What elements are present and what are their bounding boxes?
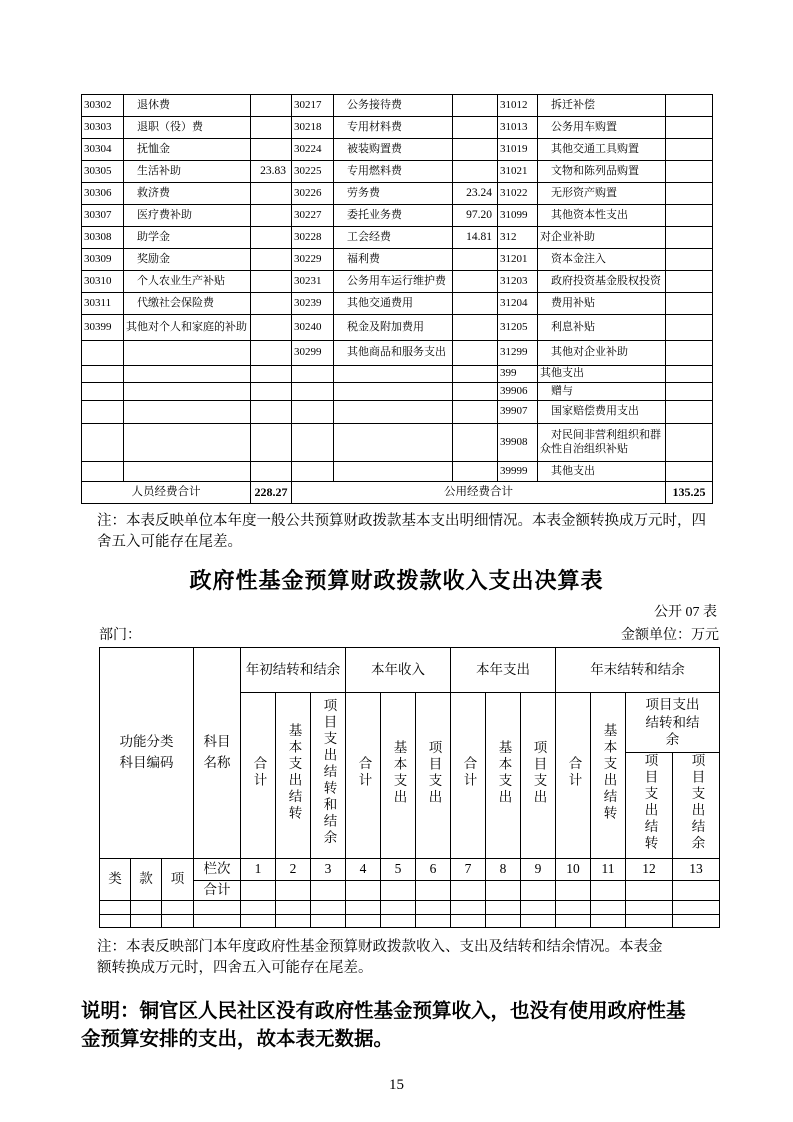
name-cell: 救济费 bbox=[124, 183, 251, 205]
column-number-cell: 10 bbox=[556, 858, 591, 880]
code-cell: 39908 bbox=[498, 424, 538, 462]
name-cell: 委托业务费 bbox=[334, 205, 453, 227]
empty-cell bbox=[241, 914, 276, 927]
amount-cell bbox=[666, 401, 713, 424]
header-group-year-begin: 年初结转和结余 bbox=[241, 648, 346, 693]
code-cell bbox=[82, 366, 124, 383]
code-cell: 31201 bbox=[498, 249, 538, 271]
code-cell: 39907 bbox=[498, 401, 538, 424]
code-cell: 30228 bbox=[292, 227, 334, 249]
name-cell: 个人农业生产补贴 bbox=[124, 271, 251, 293]
table-row bbox=[82, 315, 713, 341]
column-number-cell: 3 bbox=[311, 858, 346, 880]
code-cell bbox=[82, 383, 124, 401]
name-cell bbox=[334, 401, 453, 424]
name-cell bbox=[124, 424, 251, 462]
data-cell bbox=[346, 880, 381, 900]
amount-cell bbox=[453, 293, 498, 315]
amount-cell bbox=[453, 383, 498, 401]
table-row bbox=[82, 383, 713, 401]
name-cell: 无形资产购置 bbox=[538, 183, 666, 205]
empty-cell bbox=[162, 914, 194, 927]
table1-footer-row bbox=[82, 482, 713, 504]
code-cell: 30303 bbox=[82, 117, 124, 139]
table-row bbox=[82, 227, 713, 249]
name-cell bbox=[124, 383, 251, 401]
amount-cell: 97.20 bbox=[453, 205, 498, 227]
name-cell: 对民间非营利组织和群众性自治组织补贴 bbox=[538, 424, 666, 462]
header-begin-total: 合计 bbox=[241, 693, 276, 859]
code-cell: 30311 bbox=[82, 293, 124, 315]
gov-fund-budget-table bbox=[99, 647, 720, 928]
header-end-total: 合计 bbox=[556, 693, 591, 859]
table-row bbox=[82, 401, 713, 424]
unit-label: 金额单位：万元 bbox=[621, 628, 719, 644]
column-number-cell: 7 bbox=[451, 858, 486, 880]
name-cell: 其他支出 bbox=[538, 366, 666, 383]
empty-cell bbox=[346, 914, 381, 927]
code-cell: 31022 bbox=[498, 183, 538, 205]
amount-cell bbox=[251, 183, 292, 205]
empty-cell bbox=[591, 900, 626, 914]
name-cell bbox=[334, 424, 453, 462]
empty-cell bbox=[626, 914, 673, 927]
amount-cell bbox=[666, 205, 713, 227]
amount-cell bbox=[453, 139, 498, 161]
code-cell: 31203 bbox=[498, 271, 538, 293]
empty-cell bbox=[241, 900, 276, 914]
code-cell: 30308 bbox=[82, 227, 124, 249]
empty-cell bbox=[556, 914, 591, 927]
code-cell: 30305 bbox=[82, 161, 124, 183]
empty-cell bbox=[521, 900, 556, 914]
amount-cell bbox=[666, 95, 713, 117]
code-cell bbox=[292, 424, 334, 462]
amount-cell bbox=[453, 462, 498, 482]
code-cell: 31013 bbox=[498, 117, 538, 139]
code-cell: 312 bbox=[498, 227, 538, 249]
amount-cell bbox=[666, 293, 713, 315]
empty-cell bbox=[626, 900, 673, 914]
code-cell bbox=[82, 462, 124, 482]
table-row bbox=[82, 117, 713, 139]
amount-cell bbox=[666, 315, 713, 341]
clause-cell: 款 bbox=[131, 858, 162, 900]
amount-cell bbox=[251, 271, 292, 293]
header-income-project: 项目支出 bbox=[416, 693, 451, 859]
name-cell bbox=[124, 366, 251, 383]
name-cell: 其他对个人和家庭的补助 bbox=[124, 315, 251, 341]
name-cell: 工会经费 bbox=[334, 227, 453, 249]
empty-cell bbox=[311, 900, 346, 914]
name-cell bbox=[334, 462, 453, 482]
amount-cell bbox=[666, 341, 713, 366]
amount-cell bbox=[251, 315, 292, 341]
amount-cell bbox=[666, 183, 713, 205]
amount-cell bbox=[453, 401, 498, 424]
code-cell: 31012 bbox=[498, 95, 538, 117]
amount-cell bbox=[453, 424, 498, 462]
column-number-cell: 1 bbox=[241, 858, 276, 880]
name-cell: 福利费 bbox=[334, 249, 453, 271]
data-cell bbox=[486, 880, 521, 900]
name-cell: 退休费 bbox=[124, 95, 251, 117]
column-number-cell: 4 bbox=[346, 858, 381, 880]
code-cell bbox=[292, 366, 334, 383]
table-row bbox=[82, 462, 713, 482]
empty-cell bbox=[100, 914, 131, 927]
name-cell: 助学金 bbox=[124, 227, 251, 249]
amount-cell bbox=[251, 205, 292, 227]
code-cell: 30239 bbox=[292, 293, 334, 315]
empty-cell bbox=[416, 914, 451, 927]
name-cell: 医疗费补助 bbox=[124, 205, 251, 227]
header-expense-basic: 基本支出 bbox=[486, 693, 521, 859]
amount-cell: 23.83 bbox=[251, 161, 292, 183]
name-cell: 国家赔偿费用支出 bbox=[538, 401, 666, 424]
column-number-cell: 8 bbox=[486, 858, 521, 880]
column-number-cell: 13 bbox=[673, 858, 720, 880]
name-cell: 政府投资基金股权投资 bbox=[538, 271, 666, 293]
table-row bbox=[82, 366, 713, 383]
table2-meta-row bbox=[99, 624, 719, 644]
name-cell: 赠与 bbox=[538, 383, 666, 401]
name-cell: 奖励金 bbox=[124, 249, 251, 271]
amount-cell bbox=[666, 227, 713, 249]
public-total-label: 公用经费合计 bbox=[292, 482, 666, 504]
data-cell bbox=[556, 880, 591, 900]
amount-cell: 14.81 bbox=[453, 227, 498, 249]
amount-cell bbox=[453, 271, 498, 293]
code-cell: 399 bbox=[498, 366, 538, 383]
amount-cell bbox=[666, 383, 713, 401]
code-cell: 31204 bbox=[498, 293, 538, 315]
amount-cell bbox=[251, 366, 292, 383]
amount-cell bbox=[666, 139, 713, 161]
amount-cell bbox=[251, 462, 292, 482]
table-row bbox=[82, 271, 713, 293]
name-cell bbox=[124, 341, 251, 366]
header-function-code: 功能分类科目编码 bbox=[100, 648, 194, 859]
code-cell: 31019 bbox=[498, 139, 538, 161]
name-cell: 文物和陈列品购置 bbox=[538, 161, 666, 183]
table2-title: 政府性基金预算财政拨款收入支出决算表 bbox=[189, 568, 604, 594]
amount-cell bbox=[453, 315, 498, 341]
data-cell bbox=[311, 880, 346, 900]
data-cell bbox=[381, 880, 416, 900]
empty-cell bbox=[416, 900, 451, 914]
code-cell: 31099 bbox=[498, 205, 538, 227]
name-cell: 税金及附加费用 bbox=[334, 315, 453, 341]
table-row bbox=[82, 183, 713, 205]
data-cell bbox=[626, 880, 673, 900]
amount-cell: 23.24 bbox=[453, 183, 498, 205]
data-cell bbox=[276, 880, 311, 900]
table-row bbox=[82, 341, 713, 366]
data-cell bbox=[673, 880, 720, 900]
amount-cell bbox=[251, 424, 292, 462]
empty-cell bbox=[131, 914, 162, 927]
header-begin-basic-carryover: 基本支出结转 bbox=[276, 693, 311, 859]
column-number-cell: 6 bbox=[416, 858, 451, 880]
column-number-cell: 5 bbox=[381, 858, 416, 880]
code-cell: 30306 bbox=[82, 183, 124, 205]
name-cell: 利息补贴 bbox=[538, 315, 666, 341]
data-cell bbox=[416, 880, 451, 900]
name-cell: 代缴社会保险费 bbox=[124, 293, 251, 315]
empty-cell bbox=[381, 900, 416, 914]
code-cell: 30224 bbox=[292, 139, 334, 161]
amount-cell bbox=[251, 341, 292, 366]
code-cell: 30399 bbox=[82, 315, 124, 341]
header-end-project-carryover: 项目支出结转 bbox=[626, 753, 673, 859]
personnel-total-label: 人员经费合计 bbox=[82, 482, 251, 504]
code-cell bbox=[292, 401, 334, 424]
header-group-income: 本年收入 bbox=[346, 648, 451, 693]
name-cell: 抚恤金 bbox=[124, 139, 251, 161]
amount-cell bbox=[453, 95, 498, 117]
column-number-cell: 9 bbox=[521, 858, 556, 880]
personnel-total-value: 228.27 bbox=[251, 482, 292, 504]
name-cell bbox=[334, 383, 453, 401]
code-cell: 30307 bbox=[82, 205, 124, 227]
empty-cell bbox=[673, 900, 720, 914]
basic-expenditure-detail-table bbox=[81, 94, 713, 504]
code-cell bbox=[292, 462, 334, 482]
header-end-basic-carryover: 基本支出结转 bbox=[591, 693, 626, 859]
empty-cell bbox=[276, 914, 311, 927]
name-cell: 公务用车购置 bbox=[538, 117, 666, 139]
code-cell: 30227 bbox=[292, 205, 334, 227]
header-expense-project: 项目支出 bbox=[521, 693, 556, 859]
header-subject-name: 科目名称 bbox=[194, 648, 241, 859]
amount-cell bbox=[666, 424, 713, 462]
table-row bbox=[82, 139, 713, 161]
data-cell bbox=[521, 880, 556, 900]
code-cell: 39906 bbox=[498, 383, 538, 401]
table2-header-row-groups bbox=[100, 648, 720, 693]
code-cell: 30231 bbox=[292, 271, 334, 293]
table-number-label: 公开 07 表 bbox=[654, 605, 717, 621]
name-cell: 劳务费 bbox=[334, 183, 453, 205]
amount-cell bbox=[251, 401, 292, 424]
empty-cell bbox=[673, 914, 720, 927]
header-income-basic: 基本支出 bbox=[381, 693, 416, 859]
amount-cell bbox=[251, 293, 292, 315]
code-cell: 30302 bbox=[82, 95, 124, 117]
table-row bbox=[82, 249, 713, 271]
empty-cell bbox=[451, 900, 486, 914]
header-income-total: 合计 bbox=[346, 693, 381, 859]
department-label: 部门： bbox=[99, 628, 141, 644]
name-cell bbox=[334, 366, 453, 383]
empty-row bbox=[100, 914, 720, 927]
total-row-label: 合计 bbox=[194, 880, 241, 900]
empty-cell bbox=[276, 900, 311, 914]
amount-cell bbox=[251, 117, 292, 139]
amount-cell bbox=[666, 117, 713, 139]
table-row bbox=[82, 161, 713, 183]
amount-cell bbox=[666, 366, 713, 383]
name-cell: 退职（役）费 bbox=[124, 117, 251, 139]
name-cell: 被装购置费 bbox=[334, 139, 453, 161]
code-cell bbox=[82, 424, 124, 462]
name-cell: 其他交通工具购置 bbox=[538, 139, 666, 161]
amount-cell bbox=[666, 249, 713, 271]
empty-cell bbox=[556, 900, 591, 914]
name-cell: 对企业补助 bbox=[538, 227, 666, 249]
code-cell: 30299 bbox=[292, 341, 334, 366]
code-cell: 30310 bbox=[82, 271, 124, 293]
empty-cell bbox=[521, 914, 556, 927]
amount-cell bbox=[251, 139, 292, 161]
code-cell: 30226 bbox=[292, 183, 334, 205]
name-cell: 其他交通费用 bbox=[334, 293, 453, 315]
empty-cell bbox=[486, 900, 521, 914]
amount-cell bbox=[666, 462, 713, 482]
code-cell: 31205 bbox=[498, 315, 538, 341]
name-cell bbox=[124, 462, 251, 482]
code-cell: 31299 bbox=[498, 341, 538, 366]
amount-cell bbox=[453, 117, 498, 139]
name-cell: 生活补助 bbox=[124, 161, 251, 183]
empty-cell bbox=[100, 900, 131, 914]
data-cell bbox=[241, 880, 276, 900]
code-cell: 30229 bbox=[292, 249, 334, 271]
code-cell: 30304 bbox=[82, 139, 124, 161]
code-cell: 30309 bbox=[82, 249, 124, 271]
amount-cell bbox=[453, 249, 498, 271]
code-cell: 30225 bbox=[292, 161, 334, 183]
table-row bbox=[82, 205, 713, 227]
empty-cell bbox=[131, 900, 162, 914]
name-cell: 拆迁补偿 bbox=[538, 95, 666, 117]
header-group-year-end: 年末结转和结余 bbox=[556, 648, 720, 693]
code-cell: 30218 bbox=[292, 117, 334, 139]
name-cell: 其他对企业补助 bbox=[538, 341, 666, 366]
data-cell bbox=[451, 880, 486, 900]
empty-cell bbox=[194, 900, 241, 914]
header-end-project-group: 项目支出结转和结余 bbox=[626, 693, 720, 753]
header-end-project-balance: 项目支出结余 bbox=[673, 753, 720, 859]
code-cell: 30217 bbox=[292, 95, 334, 117]
name-cell: 公务接待费 bbox=[334, 95, 453, 117]
name-cell bbox=[124, 401, 251, 424]
column-number-cell: 2 bbox=[276, 858, 311, 880]
amount-cell bbox=[251, 249, 292, 271]
name-cell: 资本金注入 bbox=[538, 249, 666, 271]
name-cell: 专用材料费 bbox=[334, 117, 453, 139]
name-cell: 专用燃料费 bbox=[334, 161, 453, 183]
code-cell: 30240 bbox=[292, 315, 334, 341]
code-cell bbox=[82, 401, 124, 424]
header-expense-total: 合计 bbox=[451, 693, 486, 859]
empty-cell bbox=[486, 914, 521, 927]
table2-column-index-row bbox=[100, 858, 720, 880]
name-cell: 费用补贴 bbox=[538, 293, 666, 315]
class-cell: 类 bbox=[100, 858, 131, 900]
column-index-label: 栏次 bbox=[194, 858, 241, 880]
name-cell: 公务用车运行维护费 bbox=[334, 271, 453, 293]
item-cell: 项 bbox=[162, 858, 194, 900]
amount-cell bbox=[251, 227, 292, 249]
amount-cell bbox=[453, 341, 498, 366]
amount-cell bbox=[453, 161, 498, 183]
name-cell: 其他支出 bbox=[538, 462, 666, 482]
empty-cell bbox=[162, 900, 194, 914]
code-cell: 39999 bbox=[498, 462, 538, 482]
empty-cell bbox=[194, 914, 241, 927]
code-cell bbox=[292, 383, 334, 401]
amount-cell bbox=[251, 383, 292, 401]
table-row bbox=[82, 95, 713, 117]
table-row bbox=[82, 424, 713, 462]
column-number-cell: 12 bbox=[626, 858, 673, 880]
table-row bbox=[82, 293, 713, 315]
table2-note: 注：本表反映部门本年度政府性基金预算财政拨款收入、支出及结转和结余情况。本表金额转换成万元时，四舍五入可能存在尾差。 bbox=[97, 938, 663, 976]
amount-cell bbox=[666, 271, 713, 293]
amount-cell bbox=[666, 161, 713, 183]
name-cell: 其他资本性支出 bbox=[538, 205, 666, 227]
code-cell: 31021 bbox=[498, 161, 538, 183]
page-number: 15 bbox=[389, 1077, 404, 1094]
public-total-value: 135.25 bbox=[666, 482, 713, 504]
amount-cell bbox=[251, 95, 292, 117]
amount-cell bbox=[453, 366, 498, 383]
column-number-cell: 11 bbox=[591, 858, 626, 880]
empty-cell bbox=[451, 914, 486, 927]
table1-note: 注：本表反映单位本年度一般公共预算财政拨款基本支出明细情况。本表金额转换成万元时，四舍五入可能存在尾差。 bbox=[97, 513, 706, 551]
empty-cell bbox=[311, 914, 346, 927]
header-begin-project-carryover: 项目支出结转和结余 bbox=[311, 693, 346, 859]
data-cell bbox=[591, 880, 626, 900]
code-cell bbox=[82, 341, 124, 366]
empty-cell bbox=[591, 914, 626, 927]
empty-cell bbox=[346, 900, 381, 914]
empty-cell bbox=[381, 914, 416, 927]
explanation-text: 说明：铜官区人民社区没有政府性基金预算收入，也没有使用政府性基金预算安排的支出，故本表无数据。 bbox=[81, 999, 686, 1051]
name-cell: 其他商品和服务支出 bbox=[334, 341, 453, 366]
empty-row bbox=[100, 900, 720, 914]
header-group-expense: 本年支出 bbox=[451, 648, 556, 693]
